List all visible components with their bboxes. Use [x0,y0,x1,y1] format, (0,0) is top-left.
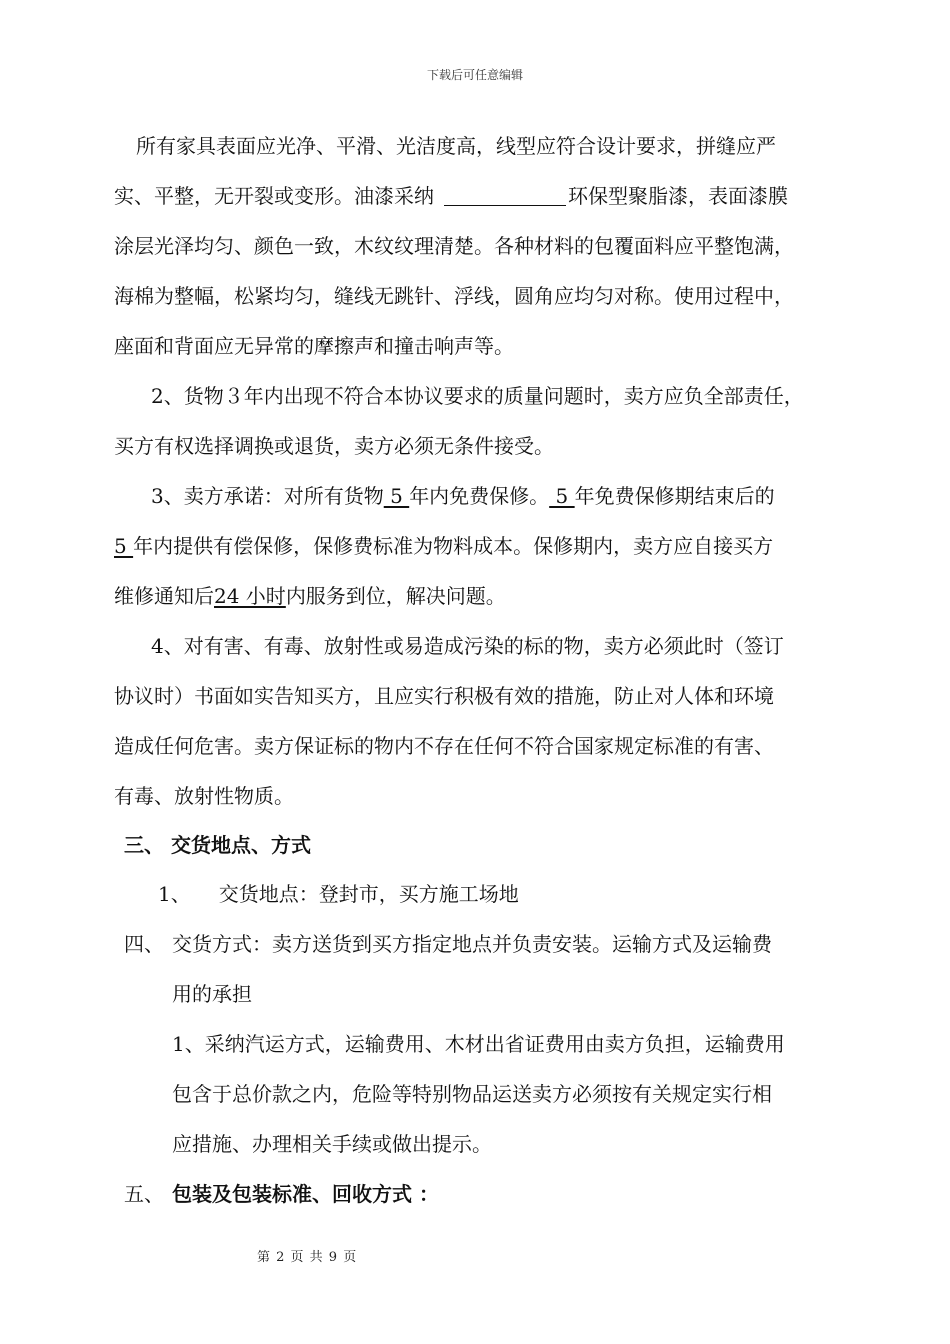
p3-years-1: 5 [383,484,410,508]
p4-line3: 造成任何危害。卖方保证标的物内不存在任何不符合国家规定标准的有害、 [114,734,774,758]
s3-item1-text: 交货地点：登封市，买方施工场地 [218,882,519,906]
p2-line1: 2、货物３年内出现不符合本协议要求的质量问题时，卖方应负全部责任， [151,384,804,408]
p1-line2 [114,182,788,210]
s4-line2: 用的承担 [172,982,252,1006]
p3-line2-b: 年内提供有偿保修，保修费标准为物料成本。保修期内，卖方应自接买方 [133,534,774,558]
s4-sub1: 1、采纳汽运方式，运输费用、木材出省证费用由卖方负担，运输费用 [172,1032,785,1056]
p1-line5: 座面和背面应无异常的摩擦声和撞击响声等。 [114,334,514,358]
p3-hours: 24 小时 [214,584,286,608]
p4-line4: 有毒、放射性物质。 [114,784,294,808]
section-3-title: 三、 交货地点、方式 [124,833,311,857]
p3-line2 [114,532,773,560]
p3-years-3: 5 [114,534,134,558]
p3-line1-a: 3、卖方承诺：对所有货物 [151,484,384,508]
p3-line1 [151,482,775,510]
p3-line1-c: 年免费保修期结束后的 [574,484,775,508]
p3-line1-b: 年内免费保修。 [409,484,550,508]
p3-line3-b: 内服务到位，解决问题。 [285,584,506,608]
p1-line1: 所有家具表面应光净、平滑、光洁度高，线型应符合设计要求，拼缝应严 [136,134,776,158]
p1-line2-a: 实、平整，无开裂或变形。油漆采纳 [114,184,434,208]
p2-line2: 买方有权选择调换或退货，卖方必须无条件接受。 [114,434,554,458]
blank-field [444,185,566,206]
p1-line2-b: 环保型聚脂漆，表面漆膜 [568,184,788,208]
section-5-num: 五、 [124,1182,164,1206]
section-4-num: 四、 [124,932,164,956]
s3-item1-num: 1、 [158,882,191,906]
section-5-title: 包装及包装标准、回收方式 ： [172,1182,439,1206]
p3-line3-a: 维修通知后 [114,584,214,608]
p4-line2: 协议时）书面如实告知买方，且应实行积极有效的措施，防止对人体和环境 [114,684,774,708]
p1-line3: 涂层光泽均匀、颜色一致，木纹纹理清楚。各种材料的包覆面料应平整饱满， [114,234,794,258]
p1-line4: 海棉为整幅，松紧均匀，缝线无跳针、浮线，圆角应均匀对称。使用过程中， [114,284,794,308]
p3-line3 [114,582,506,610]
p3-years-2: 5 [549,484,575,508]
s4-line1: 交货方式：卖方送货到买方指定地点并负责安装。运输方式及运输费 [172,932,772,956]
s4-sub2: 包含于总价款之内，危险等特别物品运送卖方必须按有关规定实行相 [172,1082,772,1106]
s4-sub3: 应措施、办理相关手续或做出提示。 [172,1132,492,1156]
page-footer: 第 2 页 共 9 页 [257,1250,358,1265]
p4-line1: 4、对有害、有毒、放射性或易造成污染的标的物，卖方必须此时（签订 [151,634,784,658]
page-header: 下载后可任意编辑 [426,68,523,82]
s3-item1 [158,880,519,908]
